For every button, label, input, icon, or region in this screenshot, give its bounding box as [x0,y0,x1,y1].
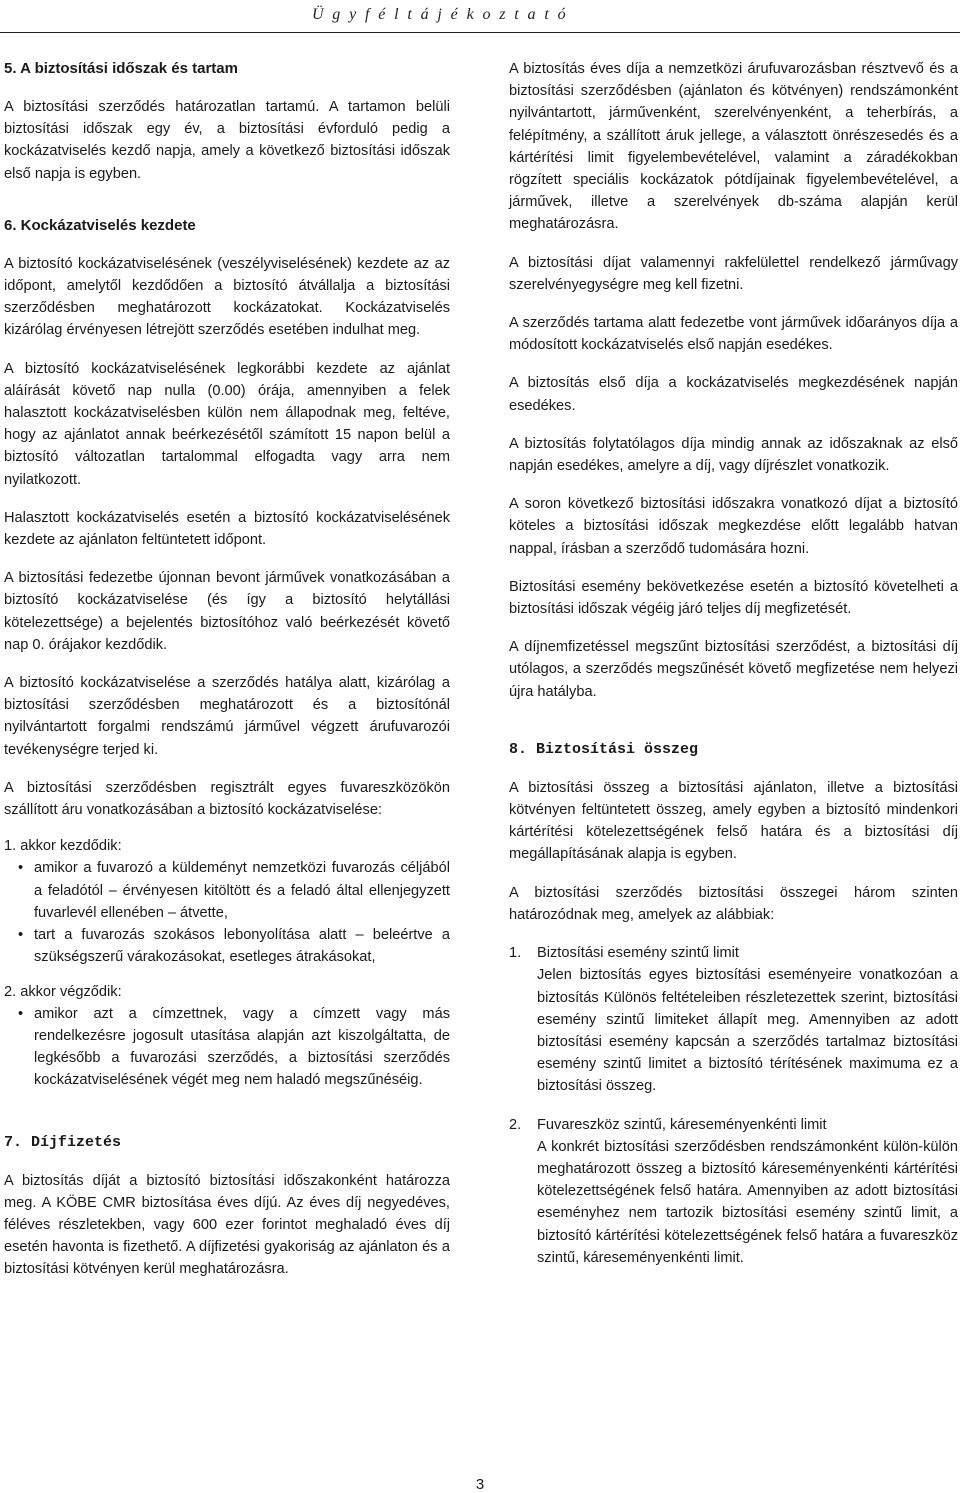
page-header [0,0,960,33]
fee-paragraph-8: A díjnemfizetéssel megszűnt biztosítási szerződést, a biztosítási díj utólagos, a szerződés megszűnését követő megfizetése nem helyezi újra hatályba. [509,639,958,700]
start-list [4,857,450,968]
level-text: Jelen biztosítás egyes biztosítási eseményeire vonatkozóan a biztosítás Különös feltételeiben részletezettek szerint, biztosítási esemény szintű limiteket állapít meg. Amennyiben az adott biztosítási esemény kapcsán a szerződés tartalmaz biztosítási esemény szintű limitet a biztosító térítésének maximuma ez a biztosítási összeg. [537,967,958,1095]
header-title: Ü g y f é l t á j é k o z t a t ó [311,6,568,23]
section-6-paragraph-3: Halasztott kockázatviselés esetén a biztosító kockázatviselésének kezdete az ajánlaton feltüntetett időpont. [4,509,450,549]
fee-paragraph-4: A biztosítás első díja a kockázatviselés megkezdésének napján esedékes. [509,375,958,414]
section-7-paragraph: A biztosítás díját a biztosító biztosítási időszakonként határozza meg. A KÖBE CMR biztosítása éves díjú. Az éves díj negyedéves, féléves részletekben, vagy 600 ezer forintot meghaladó éves díj esetén havonta is fizethető. A díjfizetési gyakoriság az ajánlaton és a biztosítási kötvényen kerül meghatározásra. [4,1172,450,1278]
section-7-title: 7. Díjfizetés [4,1133,122,1151]
section-8-paragraph-1: A biztosítási összeg a biztosítási ajánlaton, illetve a biztosítási kötvényen feltüntetett összeg, amely egyben a biztosító mindenkori kártérítési kötelezettségének felső határa és a biztosítási díj megállapításának alapja is egyben. [509,779,958,863]
section-5-title: 5. A biztosítási időszak és tartam [4,60,238,77]
fee-paragraph-2: A biztosítási díjat valamennyi rakfelülettel rendelkező járművagy szerelvényegységre meg kell fizetni. [509,254,958,293]
section-5-paragraph: A biztosítási szerződés határozatlan tartamú. A tartamon belüli biztosítási időszak egy év, a biztosítási évforduló pedig a kockázatviselés kezdő napja, amely a következő biztosítási időszak első napja is egyben. [4,99,450,182]
level-text: A konkrét biztosítási szerződésben rendszámonként külön-külön meghatározott összeg a biztosító káreseményenkénti kártérítési kötelezettségének felső határa. Amennyiben az adott biztosítási eseményhez nem tartozik biztosítási esemény szintű limit, a biztosító kártérítési kötelezettségének felső határa a fuvareszköz szintű, káreseményenkénti limit. [537,1138,958,1266]
list-item: • amikor azt a címzettnek, vagy a címzett vagy más rendelkezésre jogosult utasítása alapján azt kiszolgáltatta, de legkésőbb a fuvarozási szerződés, a biztosítási szerződés kockázatviselésének végét meg nem haladó megszűnéséig. [4,1003,450,1092]
level-title: Fuvareszköz szintű, káreseményenkénti limit [537,1116,827,1133]
fee-paragraph-6: A soron következő biztosítási időszakra vonatkozó díjat a biztosító köteles a biztosítási időszak megkezdése előtt legalább hatvan nappal, írásban a szerződő tudomására hozni. [509,496,958,557]
fee-paragraph-7: Biztosítási esemény bekövetkezése esetén a biztosító követelheti a biztosítási időszak végéig járó teljes díj megfizetését. [509,578,958,618]
level-title: Biztosítási esemény szintű limit [537,945,739,962]
page-number: 3 [475,1476,485,1493]
section-6-paragraph-6: A biztosítási szerződésben regisztrált egyes fuvareszközökön szállított áru vonatkozásában a biztosító kockázatviselése: [4,779,450,819]
section-6-paragraph-1: A biztosító kockázatviselésének (veszélyviselésének) kezdete az az időpont, amelytől kezdődően a biztosító átvállalja a biztosítási szerződésben meghatározott kockázatokat. Kockázatviselés kizárólag érvényesen létrejött szerződés esetében indulhat meg. [4,255,450,339]
section-8-paragraph-2: A biztosítási szerződés biztosítási összegei három szinten határozódnak meg, amelyek az alábbiak: [509,884,958,923]
list-item: • tart a fuvarozás szokásos lebonyolítása alatt – beleértve a szükségszerű várakozásokat, esetleges átrakásokat, [4,924,450,968]
level-number: 1. [509,945,522,962]
section-6-paragraph-4: A biztosítási fedezetbe újonnan bevont járművek vonatkozásában a biztosító kockázatviselése (és így a biztosító helytállási kötelezettsége) a bejelentés biztosítóhoz való beérkezését követő nap 0. órájakor kezdődik. [4,570,450,653]
start-list-heading: 1. akkor kezdődik: [4,838,122,855]
left-column [4,58,450,1297]
section-6-title: 6. Kockázatviselés kezdete [4,216,196,234]
section-8-title: 8. Biztosítási összeg [509,740,699,758]
section-6-paragraph-2: A biztosító kockázatviselésének legkorábbi kezdete az ajánlat aláírását követő nap nulla (0.00) órája, amennyiben a felek halasztott kockázatviselésben külön nem állapodnak meg, feltéve, hogy az ajánlatot annak beérkezésétől számított 15 napon belül a biztosító változatlan tartalommal elfogadta vagy arra nem nyilatkozott. [4,360,450,488]
right-column [509,58,958,1285]
end-list [4,1003,450,1092]
fee-paragraph-5: A biztosítás folytatólagos díja mindig annak az időszaknak az első napján esedékes, amelyre a díj, vagy díjrészlet vonatkozik. [509,435,958,475]
list-item [509,1114,958,1269]
level-number: 2. [509,1116,522,1133]
fee-paragraph-3: A szerződés tartama alatt fedezetbe vont járművek időarányos díja a módosított kockázatviselés első napján esedékes. [509,315,958,354]
section-6-paragraph-5: A biztosító kockázatviselése a szerződés hatálya alatt, kizárólag a biztosítási szerződésben meghatározott és a biztosítónál nyilvántartott forgalmi rendszámú járművel végzett árufuvarozói tevékenységre terjed ki. [4,675,450,758]
list-item [509,942,958,1097]
list-item: • amikor a fuvarozó a küldeményt nemzetközi fuvarozás céljából a feladótól – érvényesen kitöltött és a feladó által ellenjegyzett fuvarlevél ellenében – átvette, [4,857,450,924]
end-list-heading: 2. akkor végződik: [4,983,122,1000]
limit-levels-list [509,942,958,1269]
fee-paragraph-1: A biztosítás éves díja a nemzetközi árufuvarozásban résztvevő és a biztosítási szerződésben (ajánlaton és kötvényen) rendszámonként nyilvántartott, járművenként, szerelvényenként, a teherbírás, a felépítmény, a szállított áruk jellege, a választott önrészesedés és a kártérítési limit figyelembevételével, valamint a záradékokban rögzített speciális kockázatok pótdíjainak figyelembevételével, a járművek, illetve a szerelvények db-száma alapján kerül meghatározásra. [509,61,958,233]
